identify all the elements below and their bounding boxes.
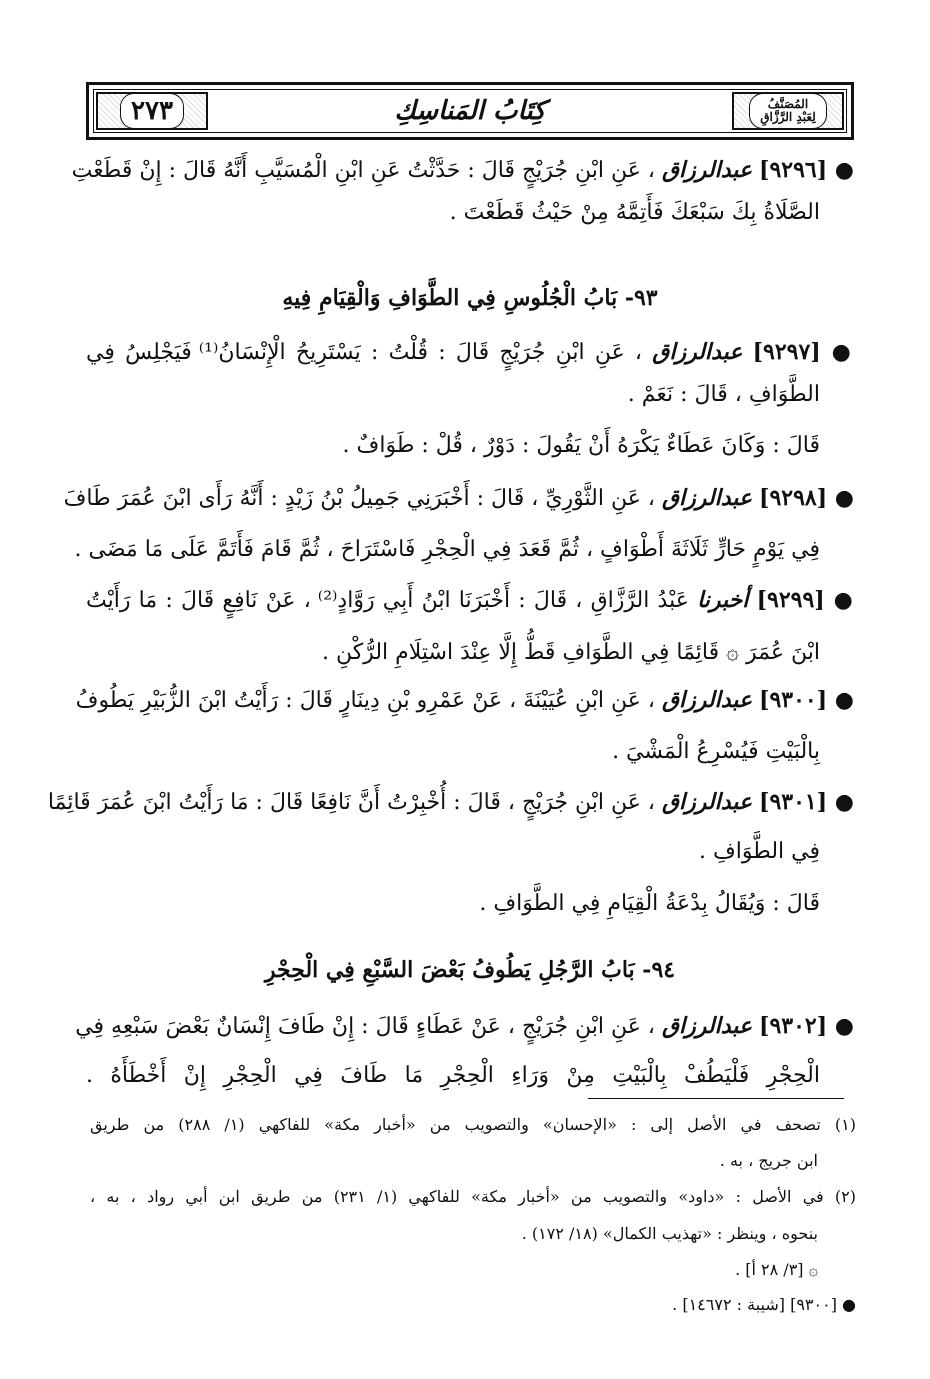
hadith-number: ● [٩٢٩٧]: [752, 339, 854, 365]
footnote-line: ● [٩٣٠٠] [شيبة : ١٤٦٧٢] .: [672, 1295, 856, 1314]
text-line: [47, 782, 854, 822]
hadith-number: ● [٩٣٠١]: [759, 789, 854, 815]
hadith-number: ● [٩٢٩٦]: [759, 157, 854, 183]
hadith-text: ، عَنِ ابْنِ جُرَيْجٍ ، قَالَ : أُخْبِرْتُ أَنَّ نَافِعًا قَالَ : مَا رَأَيْتُ ابْنَ عُمَرَ قَائِمًا: [47, 790, 655, 815]
footnote-line: (١) تصحف في الأصل إلى : «الإحسان» والتصويب من «أخبار مكة» للفاكهي (١/ ٢٨٨) من طريق: [90, 1115, 857, 1134]
hadith-text: ، عَنِ ابْنِ عُيَيْنَةَ ، عَنْ عَمْرِو بْنِ دِينَارٍ قَالَ : رَأَيْتُ ابْنَ الزُّبَيْرِ يَطُوفُ: [75, 688, 655, 713]
narrator-name: عبدالرزاق: [661, 485, 753, 511]
logo-text-line-2: لِعَبْدِ الرَّزَّاقِ: [760, 110, 816, 124]
text-line: [86, 332, 854, 372]
hadith-number: ● [٩٢٩٨]: [759, 485, 854, 511]
narrator-name: عبدالرزاق: [652, 339, 743, 365]
hadith-text: عَبْدُ الرَّزَّاقِ ، قَالَ : أَخْبَرَنَا ابْنُ أَبِي رَوَّادٍ⁽²⁾ ، عَنْ نَافِعٍ قَالَ : مَا رَأَيْتُ: [86, 588, 689, 613]
text-line: [75, 1006, 854, 1046]
page-number: ٢٧٣: [131, 96, 173, 126]
narrator-name: عبدالرزاق: [661, 157, 753, 183]
footnote-separator: [588, 1098, 844, 1099]
narrator-name: عبدالرزاق: [661, 1013, 753, 1039]
footnote-line: بنحوه ، وينظر : «تهذيب الكمال» (١٨/ ١٧٢) .: [521, 1224, 818, 1243]
hadith-text: ، عَنِ ابْنِ جُرَيْجٍ قَالَ : حَدَّثْتُ عَنِ ابْنِ الْمُسَيَّبِ أَنَّهُ قَالَ : إِنْ قَطَعْتِ: [71, 158, 655, 183]
book-logo: [732, 92, 844, 130]
text-line: فِي يَوْمٍ حَارٍّ ثَلَاثَةَ أَطْوَافٍ ، ثُمَّ قَعَدَ فِي الْحِجْرِ فَاسْتَرَاحَ ، ثُمَّ قَامَ فَأَتَمَّ عَلَى مَا مَضَى .: [74, 537, 820, 562]
text-line: [86, 580, 854, 620]
hadith-text: ، عَنِ ابْنِ جُرَيْجٍ قَالَ : قُلْتُ : يَسْتَرِيحُ الْإِنْسَانُ⁽¹⁾ فَيَجْلِسُ فِي: [86, 340, 643, 365]
hadith-number: ● [٩٣٠٢]: [759, 1013, 854, 1039]
narrator-name: عبدالرزاق: [661, 789, 753, 815]
hadith-text: ، عَنِ ابْنِ جُرَيْجٍ ، عَنْ عَطَاءٍ قَالَ : إِنْ طَافَ إِنْسَانٌ بَعْضَ سَبْعِهِ فِي: [75, 1014, 655, 1039]
hadith-number: ● [٩٣٠٠]: [759, 687, 854, 713]
text-line: [71, 150, 854, 190]
narrator-name: عبدالرزاق: [661, 687, 753, 713]
page-header: [86, 82, 854, 140]
text-line: [75, 680, 854, 720]
text-line: فِي الطَّوَافِ .: [699, 839, 820, 864]
text-line: ابْنَ عُمَرَ ۞ قَائِمًا فِي الطَّوَافِ قَطُّ إِلَّا عِنْدَ اسْتِلَامِ الرُّكْنِ .: [321, 640, 820, 665]
text-line: قَالَ : وَكَانَ عَطَاءٌ يَكْرَهُ أَنْ يَقُولَ : دَوْرٌ ، قُلْ : طَوَافٌ .: [342, 433, 820, 458]
header-frame: [93, 89, 847, 133]
text-line: الصَّلَاةُ بِكَ سَبْعَكَ فَأَتِمَّهُ مِنْ حَيْثُ قَطَعْتَ .: [449, 200, 820, 225]
narrator-name: أخبرنا: [697, 587, 749, 613]
chapter-heading: ٩٣- بَابُ الْجُلُوسِ فِي الطَّوَافِ وَالْقِيَامِ فِيهِ: [282, 285, 658, 311]
page-number-box: [96, 92, 208, 130]
book-title: كِتَابُ المَناسِكِ: [394, 96, 546, 126]
text-line: الْحِجْرِ فَلْيَطُفْ بِالْبَيْتِ مِنْ وَرَاءِ الْحِجْرِ مَا طَافَ فِي الْحِجْرِ إِنْ أَخْطَأَهُ .: [86, 1063, 820, 1088]
footnote-line: ۞ [٣/ ٢٨ أ] .: [735, 1260, 818, 1279]
logo-text-line-1: المُصَنَّفُ: [767, 97, 809, 111]
footnote-line: ابن جريج ، به .: [719, 1151, 818, 1170]
logo-plate: [749, 93, 827, 129]
chapter-heading: ٩٤- بَابُ الرَّجُلِ يَطُوفُ بَعْضَ السَّبْعِ فِي الْحِجْرِ: [264, 957, 676, 983]
text-line: قَالَ : وَيُقَالُ بِدْعَةُ الْقِيَامِ فِي الطَّوَافِ .: [479, 891, 820, 916]
footnote-line: (٢) في الأصل : «داود» والتصويب من «أخبار مكة» للفاكهي (١/ ٢٣١) من طريق ابن أبي رواد ، به ،: [90, 1187, 857, 1206]
page-number-plate: [120, 93, 184, 129]
text-line: [63, 478, 854, 518]
hadith-number: ● [٩٢٩٩]: [756, 587, 854, 613]
logo-text: [760, 98, 816, 124]
text-line: بِالْبَيْتِ فَيُسْرِعُ الْمَشْيَ .: [612, 739, 820, 764]
hadith-text: ، عَنِ الثَّوْرِيِّ ، قَالَ : أَخْبَرَنِي جَمِيلُ بْنُ زَيْدٍ : أَنَّهُ رَأَى ابْنَ عُمَرَ طَافَ: [63, 486, 655, 511]
text-line: الطَّوَافِ ، قَالَ : نَعَمْ .: [627, 382, 820, 407]
